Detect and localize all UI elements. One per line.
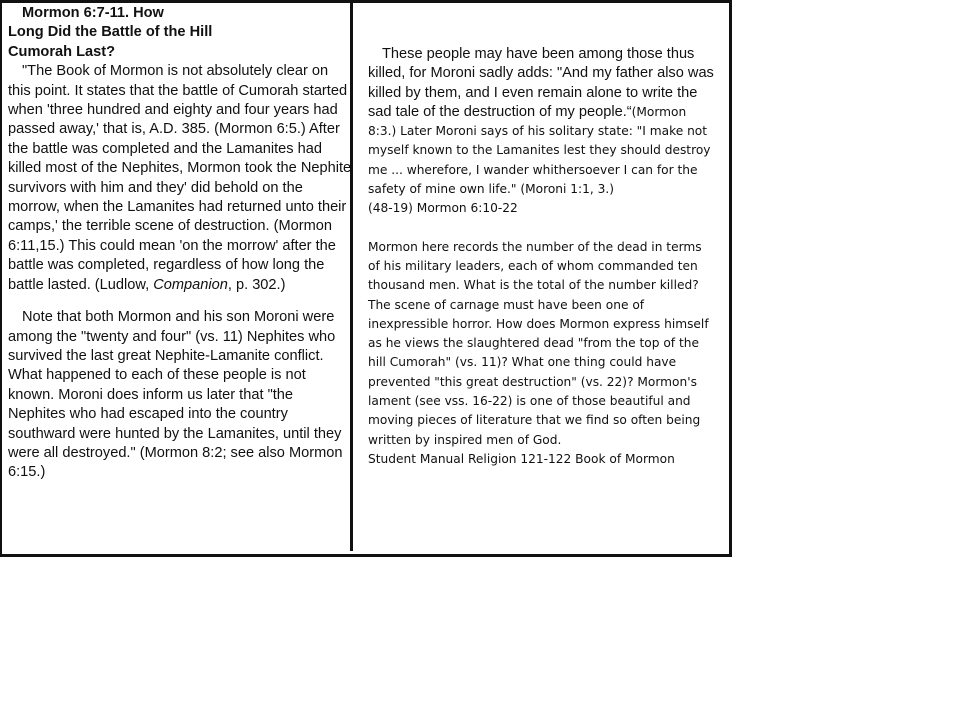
left-column	[8, 4, 354, 483]
moroni-followup: (Mormon 8:3.) Later Moroni says of his solitary state: "I make not myself known to the Lamanites lest they should destroy me ... wherefore, I wander whithersoever I can for the safety of mine own life." (Moroni 1:1, 3.)	[368, 104, 711, 197]
quote-paragraph	[8, 62, 354, 295]
paragraph-gap	[368, 219, 716, 238]
quote-text: "The Book of Mormon is not absolutely clear on this point. It states that the battle of Cumorah started when 'three hundred and eighty and four years had passed away,' that is, A.D. 385. (Mormon 6:5.) After the battle was completed and the Lamanites had killed most of the Nephites, Mormon took the Nephite survivors with him and they' did behold on the morrow, when the Lamanites had returned unto their camps,' the terrible scene of destruction. (Mormon 6:11,15.) This could mean 'on the morrow' after the battle was completed, regardless of how long the battle lasted. (Ludlow,	[8, 63, 356, 293]
moroni-paragraph	[368, 45, 716, 199]
source-line: Student Manual Religion 121-122 Book of Mormon	[368, 451, 675, 466]
moroni-quote: These people may have been among those thus killed, for Moroni sadly adds: "And my father also was killed by them, and I even remain alone to write the sad tale of the destruction of my people.“	[368, 46, 714, 120]
note-paragraph	[8, 308, 354, 483]
section-heading	[8, 4, 354, 62]
section-reference: (48-19) Mormon 6:10-22	[368, 201, 518, 216]
heading-line-3: Cumorah Last?	[8, 43, 116, 60]
right-column	[368, 45, 716, 469]
note-text: Note that both Mormon and his son Moroni were among the "twenty and four" (vs. 11) Nephites who survived the last great Nephite-Lamanite conflict. What happened to each of these people is not known. Moroni does inform us later that "the Nephites who had escaped into the country southward were hunted by the Lamanites, until they were all destroyed." (Mormon 8:2; see also Mormon 6:15.)	[8, 309, 347, 481]
heading-line-2: Long Did the Battle of the Hill	[8, 24, 213, 41]
heading-line-1: Mormon 6:7-11. How	[22, 5, 164, 21]
quote-citation-end: , p. 302.)	[227, 276, 286, 293]
commentary-paragraph: Mormon here records the number of the dead in terms of his military leaders, each of whom commanded ten thousand men. What is the total of the number killed? The scene of carnage must have been one of inexpressible horror. How does Mormon express himself as he views the slaughtered dead "from the top of the hill Cumorah" (vs. 11)? What one thing could have prevented "this great destruction" (vs. 22)? Mormon's lament (see vss. 16-22) is one of those beautiful and moving pieces of literature that we find so often being written by inspired men of God.	[368, 239, 709, 447]
paragraph-gap	[8, 295, 354, 308]
quote-italic-title: Companion	[153, 276, 228, 293]
